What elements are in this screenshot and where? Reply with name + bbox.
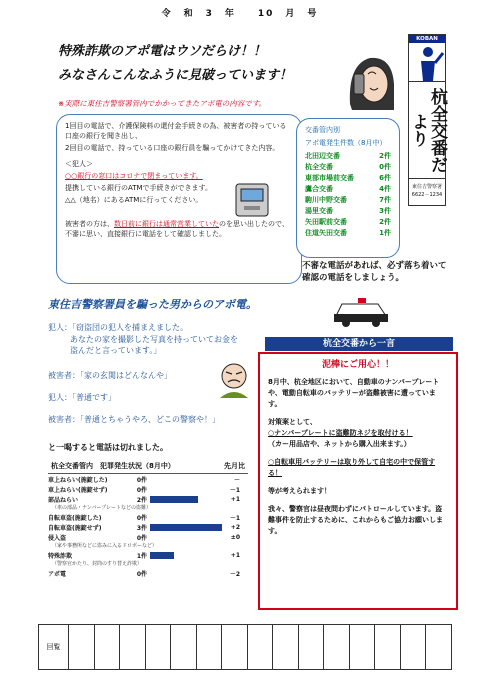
atm-icon bbox=[232, 180, 274, 220]
crime-row-note: （車の部品・ナンバープレートなどの盗難） bbox=[52, 505, 151, 511]
crime-row-bar-track bbox=[150, 514, 222, 521]
stamp-cell[interactable] bbox=[197, 625, 223, 669]
crime-row-value: 0件 bbox=[136, 570, 147, 578]
stamp-cell[interactable] bbox=[273, 625, 299, 669]
crime-row-label: アポ電 bbox=[48, 570, 67, 578]
crime-row-diff: － bbox=[233, 476, 240, 484]
stats-row-count: 6件 bbox=[379, 174, 391, 182]
angry-man-icon bbox=[214, 358, 254, 398]
stamp-cell[interactable] bbox=[120, 625, 146, 669]
crime-row bbox=[48, 550, 248, 560]
stats-row-count: 4件 bbox=[379, 185, 391, 193]
crime-table-rows bbox=[48, 474, 248, 578]
stats-title-1: 交番管内別 bbox=[305, 126, 340, 134]
column-p5: 我々、警察官は昼夜問わずにパトロールしています。盗難事件を防止するために、これからもご協力お願いします。 bbox=[268, 505, 443, 535]
stamp-cell[interactable] bbox=[299, 625, 325, 669]
stats-row-name: 鷹合交番 bbox=[305, 185, 333, 193]
headline-line-1: 特殊詐欺のアポ電はウソだらけ！！ bbox=[58, 44, 267, 59]
stats-row bbox=[305, 217, 391, 228]
apo-call-stats-box bbox=[296, 118, 400, 258]
column-title: 泥棒にご用心！！ bbox=[321, 360, 394, 370]
crime-row-bar-track bbox=[150, 486, 222, 493]
crime-row-label: 自転車盗(施錠した) bbox=[48, 514, 102, 522]
publisher-name: 東住吉警察署 bbox=[411, 184, 442, 190]
crime-row-diff: +1 bbox=[230, 495, 240, 503]
crime-row-label: 自転車盗(施錠せず) bbox=[48, 524, 102, 532]
crime-row-bar-track bbox=[150, 534, 222, 541]
crime-row-diff: －2 bbox=[229, 570, 240, 578]
stats-row-count: 0件 bbox=[379, 163, 391, 171]
crime-row bbox=[48, 532, 248, 542]
column-p2b: ○ナンバープレートに盗難防ネジを取付ける！ bbox=[268, 429, 413, 437]
circulation-table bbox=[38, 624, 452, 670]
crime-row-value: 0件 bbox=[136, 486, 147, 494]
crime-row-diff: ±0 bbox=[230, 533, 240, 541]
column-p3: ○自転車用バッテリーは取り外して自宅の中で保管する！ bbox=[268, 458, 436, 477]
crime-row-value: 0件 bbox=[136, 514, 147, 522]
victim-a: 被害者の方は、 bbox=[65, 220, 114, 228]
case-p1: 1回目の電話で、介護保険料の還付金手続きの為、被害者の持っている口座の銀行を聞き出し、 bbox=[65, 122, 287, 140]
crime-table-header bbox=[48, 459, 248, 474]
stats-row-count: 1件 bbox=[379, 229, 391, 237]
story-line-3: 被害者：「家の玄関はどんなんや」 bbox=[48, 371, 172, 380]
stats-row-count: 3件 bbox=[379, 207, 391, 215]
column-p2c: （カー用品店や、ネットから購入出来ます。） bbox=[268, 440, 411, 448]
publisher-info bbox=[408, 178, 446, 206]
crime-row-value: 1件 bbox=[136, 552, 147, 560]
crime-row-note: （警察官かたり、封筒のすり替え詐欺） bbox=[52, 561, 143, 567]
crime-row bbox=[48, 494, 248, 504]
column-p2a: 対策案として、 bbox=[268, 418, 317, 426]
criminal-line-2: 提携している銀行のATMで手続きができます。 bbox=[65, 184, 212, 192]
phone-woman-illustration bbox=[330, 44, 402, 114]
stats-row-count: 2件 bbox=[379, 152, 391, 160]
story-line-5: 被害者：「普通とちゃうやろ、どこの警察や！」 bbox=[48, 415, 220, 424]
story-title: 東住吉警察署員を騙った男からのアポ電。 bbox=[48, 298, 257, 311]
crime-row-diff: －1 bbox=[229, 486, 240, 494]
stats-row bbox=[305, 195, 391, 206]
crime-row-label: 車上ねらい(施錠した) bbox=[48, 476, 108, 484]
crime-row bbox=[48, 484, 248, 494]
criminal-line-1: ○○銀行の窓口はコロナで閉まっています。 bbox=[65, 172, 203, 180]
stats-title-2: アポ電発生件数（8月中） bbox=[305, 139, 387, 147]
police-car-icon bbox=[330, 292, 392, 328]
stats-row bbox=[305, 162, 391, 173]
stamp-cell[interactable] bbox=[171, 625, 197, 669]
stamp-cell[interactable] bbox=[146, 625, 172, 669]
crime-row-bar bbox=[150, 496, 198, 503]
stats-row-count: 2件 bbox=[379, 218, 391, 226]
crime-row-value: 0件 bbox=[136, 534, 147, 542]
stamp-cell[interactable] bbox=[375, 625, 401, 669]
crime-row-value: 2件 bbox=[136, 496, 147, 504]
criminal-label: ＜犯人＞ bbox=[65, 160, 93, 168]
crime-row-bar-track bbox=[150, 524, 222, 531]
stamp-cell[interactable] bbox=[248, 625, 274, 669]
story-line-4: 犯人：「普通です」 bbox=[48, 393, 116, 402]
crime-row bbox=[48, 568, 248, 578]
stats-row bbox=[305, 206, 391, 217]
stamp-cell[interactable] bbox=[95, 625, 121, 669]
crime-row-bar bbox=[150, 552, 174, 559]
stats-row bbox=[305, 184, 391, 195]
stats-row-name: 杭全交番 bbox=[305, 163, 333, 171]
column-p1: 8月中、杭全地区において、自動車のナンバープレートや、電動自転車のバッテリーが盗難被害に遭っています。 bbox=[268, 378, 440, 408]
stats-row-name: 東部市場前交番 bbox=[305, 174, 354, 182]
advice-text: 不審な電話があれば、必ず落ち着いて確認の電話をしましょう。 bbox=[302, 261, 447, 283]
story-ending: と一喝すると電話は切れました。 bbox=[48, 443, 168, 452]
headline-line-2: みなさんこんなふうに見破っています！ bbox=[58, 68, 293, 83]
case-p2: 2回目の電話で、持っている口座の銀行員を騙ってかけてきた内容。 bbox=[65, 144, 280, 152]
crime-row-label: 特殊詐欺 bbox=[48, 552, 73, 560]
crime-row bbox=[48, 474, 248, 484]
crime-stats-table bbox=[48, 459, 248, 578]
publisher-phone: 6622－1234 bbox=[411, 192, 443, 198]
stamp-cell[interactable] bbox=[222, 625, 248, 669]
crime-row-diff: +1 bbox=[230, 551, 240, 559]
story-line-1: 犯人：「窃盗団の犯人を捕まえました。 bbox=[48, 323, 188, 332]
crime-table-title: 杭全交番管内 犯罪発生状況（8月中） bbox=[51, 462, 175, 470]
crime-row-bar-track bbox=[150, 570, 222, 577]
crime-row-bar bbox=[150, 524, 222, 531]
stamp-cell[interactable] bbox=[324, 625, 350, 669]
crime-row bbox=[48, 522, 248, 532]
issue-date: 令 和 3 年 10 月 号 bbox=[161, 9, 319, 19]
stats-row bbox=[305, 151, 391, 162]
koban-logo bbox=[408, 34, 446, 82]
stats-row bbox=[305, 228, 391, 239]
stats-row-name: 北田辺交番 bbox=[305, 152, 340, 160]
stamp-cell[interactable] bbox=[401, 625, 427, 669]
stats-row-name: 住道矢田交番 bbox=[305, 229, 347, 237]
column-box bbox=[258, 352, 458, 610]
stats-row bbox=[305, 173, 391, 184]
stats-row-name: 湯里交番 bbox=[305, 207, 333, 215]
victim-text bbox=[65, 219, 293, 239]
crime-row-bar-track bbox=[150, 496, 222, 503]
circulation-label: 回覧 bbox=[39, 625, 69, 669]
police-officer-icon bbox=[409, 43, 447, 83]
crime-row-value: 3件 bbox=[136, 524, 147, 532]
crime-row bbox=[48, 512, 248, 522]
crime-row-label: 部品ねらい bbox=[48, 496, 79, 504]
lead-note: ※実際に東住吉警察署管内でかかってきたアポ電の内容です。 bbox=[58, 99, 267, 108]
victim-b: 数日前に銀行は通常営業していた bbox=[114, 220, 219, 228]
crime-row-value: 0件 bbox=[136, 476, 147, 484]
stamp-cell[interactable] bbox=[426, 625, 451, 669]
crime-row-bar-track bbox=[150, 476, 222, 483]
crime-table-diff-header: 先月比 bbox=[224, 462, 245, 470]
victim-c: のを思い出したので、不審に思い、直接銀行に電話をして確認しました。 bbox=[65, 220, 289, 238]
stats-list bbox=[305, 151, 391, 239]
criminal-line-3: △△（地名）にあるATMに行ってください。 bbox=[65, 196, 203, 204]
stats-row-count: 7件 bbox=[379, 196, 391, 204]
story-line-2: あなたの家を撮影した写真を持っていてお金を盗んだと言っています。」 bbox=[70, 335, 238, 355]
crime-row-label: 車上ねらい(施錠せず) bbox=[48, 486, 108, 494]
stamp-cell[interactable] bbox=[69, 625, 95, 669]
crime-row-bar-track bbox=[150, 552, 222, 559]
paper-title: 杭全交番だより bbox=[408, 82, 446, 178]
stats-row-name: 駒川中野交番 bbox=[305, 196, 347, 204]
column-p4: 等が考えられます！ bbox=[268, 487, 331, 495]
crime-row-diff: +2 bbox=[230, 523, 240, 531]
stamp-cell[interactable] bbox=[350, 625, 376, 669]
koban-logo-text: KOBAN bbox=[409, 35, 445, 43]
crime-row-label: 侵入盗 bbox=[48, 534, 67, 542]
crime-row-diff: －1 bbox=[229, 514, 240, 522]
crime-row-note: （家や事務所などに盗みに入るドロボーなど） bbox=[52, 543, 158, 549]
stats-row-name: 矢田駅前交番 bbox=[305, 218, 347, 226]
column-header: 杭全交番から一言 bbox=[265, 337, 453, 351]
